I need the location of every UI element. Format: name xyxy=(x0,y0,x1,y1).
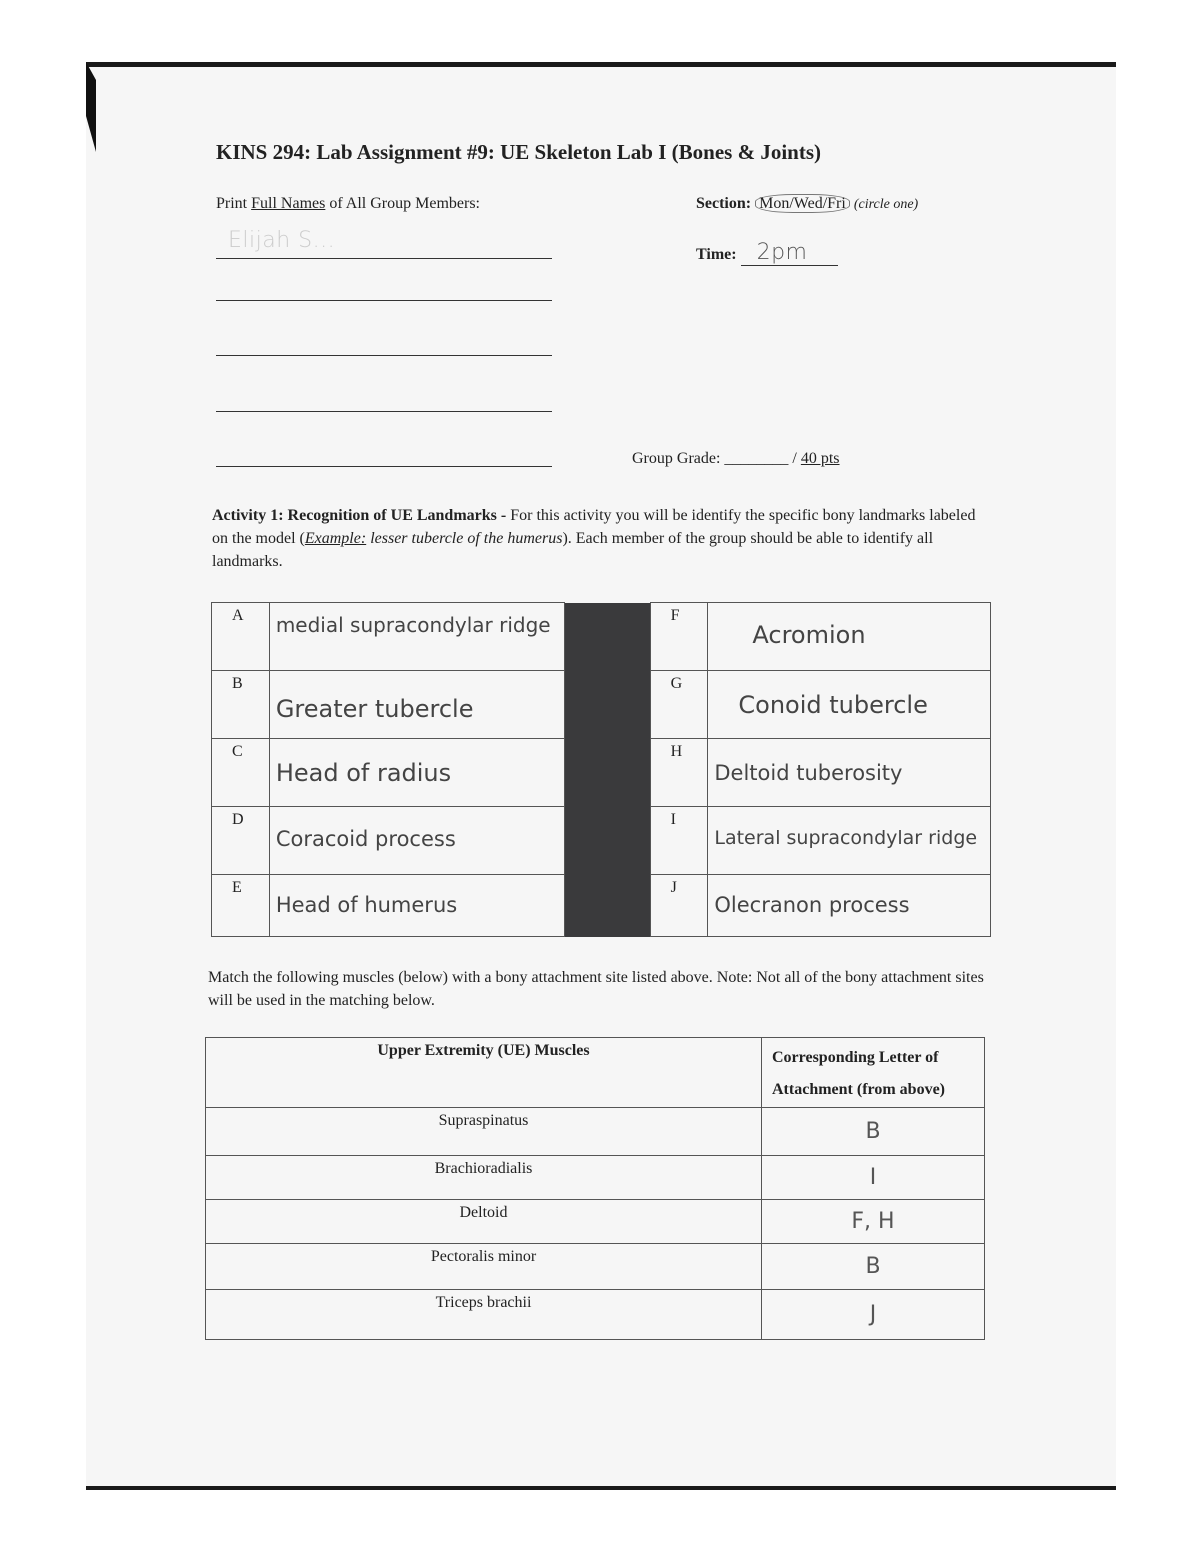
muscle-letter-answer[interactable]: B xyxy=(762,1108,985,1156)
member-line-3[interactable] xyxy=(216,355,552,356)
muscle-matching-table xyxy=(205,1037,985,1340)
landmarks-table xyxy=(211,602,991,937)
landmark-answer[interactable]: Head of humerus xyxy=(269,875,564,937)
blacked-out-column xyxy=(564,603,650,937)
muscle-letter-answer[interactable]: B xyxy=(762,1244,985,1290)
member-line-1[interactable] xyxy=(216,258,552,259)
muscle-letter-answer[interactable]: J xyxy=(762,1290,985,1340)
member-line-4[interactable] xyxy=(216,411,552,412)
landmark-letter: E xyxy=(212,875,270,937)
activity-instructions: Activity 1: Recognition of UE Landmarks - For this activity you will be identify the specific bony landmarks labeled on the model (Example: lesser tubercle of the humerus). Each member of the group should be able to identify all landmarks. xyxy=(212,507,976,570)
column-header-muscles: Upper Extremity (UE) Muscles xyxy=(206,1038,762,1108)
section-field: Section: Mon/Wed/Fri (circle one) xyxy=(696,195,919,212)
landmark-answer[interactable]: Lateral supracondylar ridge xyxy=(708,807,991,875)
matching-instructions: Match the following muscles (below) with a bony attachment site listed above. Note: Not all of the bony attachment sites will be used in the matching below. xyxy=(208,969,984,1009)
section-hint: (circle one) xyxy=(853,197,919,212)
table-header-row xyxy=(206,1038,985,1108)
muscle-name: Brachioradialis xyxy=(206,1156,762,1200)
landmark-letter: H xyxy=(650,739,708,807)
member-line-5[interactable] xyxy=(216,466,552,467)
column-header-letter: Corresponding Letter of Attachment (from above) xyxy=(762,1038,985,1108)
group-grade: Group Grade: ________ / 40 pts xyxy=(632,450,840,467)
landmark-answer[interactable]: Deltoid tuberosity xyxy=(708,739,991,807)
muscle-name: Supraspinatus xyxy=(206,1108,762,1156)
landmark-letter: J xyxy=(650,875,708,937)
table-row xyxy=(206,1290,985,1340)
landmark-letter: F xyxy=(650,603,708,671)
landmark-letter: A xyxy=(212,603,270,671)
muscle-name: Deltoid xyxy=(206,1200,762,1244)
table-row xyxy=(206,1156,985,1200)
landmark-letter: C xyxy=(212,739,270,807)
table-row xyxy=(206,1200,985,1244)
member-line-2[interactable] xyxy=(216,300,552,301)
group-members-label: Print Full Names of All Group Members: xyxy=(216,195,480,212)
muscle-name: Triceps brachii xyxy=(206,1290,762,1340)
landmark-letter: I xyxy=(650,807,708,875)
landmark-answer[interactable]: medial supracondylar ridge xyxy=(269,603,564,671)
section-options: Mon/Wed/Fri xyxy=(755,194,850,213)
landmark-answer[interactable]: Coracoid process xyxy=(269,807,564,875)
table-row xyxy=(212,603,991,671)
landmark-answer[interactable]: Acromion xyxy=(708,603,991,671)
table-row xyxy=(206,1244,985,1290)
landmark-answer[interactable]: Olecranon process xyxy=(708,875,991,937)
landmark-letter: D xyxy=(212,807,270,875)
member-name-1: Elijah S... xyxy=(228,228,336,253)
landmark-letter: G xyxy=(650,671,708,739)
landmark-answer[interactable]: Head of radius xyxy=(269,739,564,807)
time-field[interactable]: Time: 2pm xyxy=(696,240,838,265)
muscle-letter-answer[interactable]: I xyxy=(762,1156,985,1200)
muscle-name: Pectoralis minor xyxy=(206,1244,762,1290)
landmark-answer[interactable]: Greater tubercle xyxy=(269,671,564,739)
page-title: KINS 294: Lab Assignment #9: UE Skeleton Lab I (Bones & Joints) xyxy=(216,140,822,164)
muscle-letter-answer[interactable]: F, H xyxy=(762,1200,985,1244)
landmark-letter: B xyxy=(212,671,270,739)
table-row xyxy=(206,1108,985,1156)
landmark-answer[interactable]: Conoid tubercle xyxy=(708,671,991,739)
time-value: 2pm xyxy=(741,240,838,266)
